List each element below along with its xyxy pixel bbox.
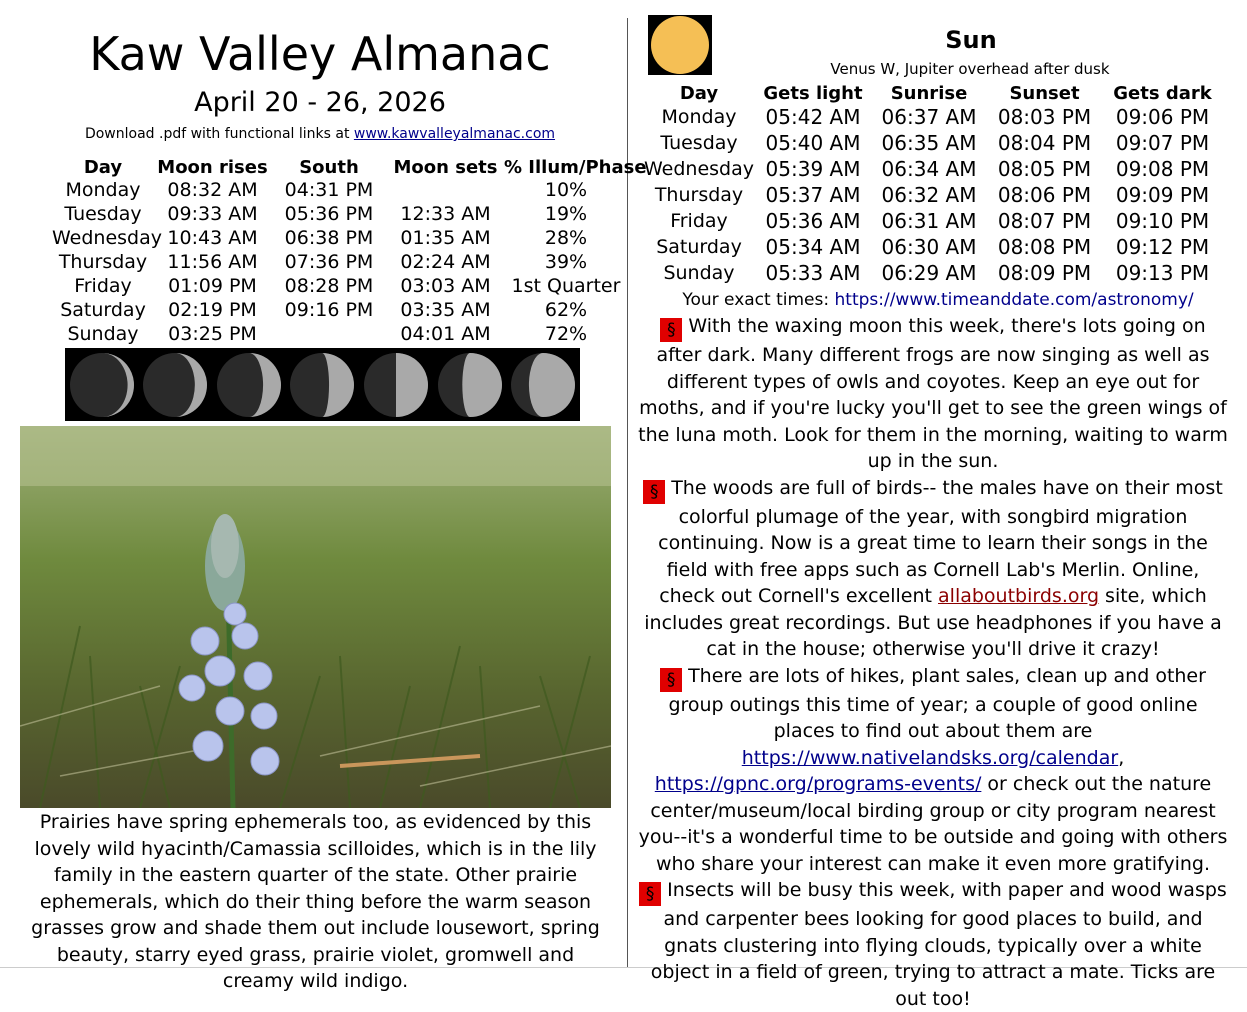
nativelands-link[interactable]: https://www.nativelandsks.org/calendar [741, 746, 1119, 769]
sun-gets-light: 05:42 AM [765, 105, 861, 129]
sun-sunset: 08:06 PM [997, 183, 1092, 207]
moon-rise: 08:32 AM [167, 179, 258, 201]
sun-day: Wednesday [643, 158, 754, 180]
sun-subtitle: Venus W, Jupiter overhead after dusk [830, 60, 1110, 78]
moon-header-rises: Moon rises [157, 157, 268, 178]
moon-rise: 10:43 AM [167, 227, 258, 249]
sun-sunset: 08:09 PM [997, 261, 1092, 285]
moon-day: Friday [74, 275, 132, 297]
sun-day: Thursday [654, 184, 744, 206]
sun-day: Friday [670, 210, 728, 232]
sun-gets-dark: 09:06 PM [1115, 105, 1210, 129]
moon-day: Wednesday [52, 227, 163, 249]
sun-gets-dark: 09:13 PM [1115, 261, 1210, 285]
moon-row [52, 298, 628, 322]
moon-illum: 28% [544, 227, 588, 249]
moon-row [52, 250, 628, 274]
moon-phase-image [506, 348, 580, 421]
moon-illum: 62% [544, 299, 588, 321]
sun-header-sunrise: Sunrise [890, 83, 968, 104]
moon-south [271, 322, 387, 346]
section-marker: § [660, 318, 682, 342]
moon-phase-image [359, 348, 433, 421]
sun-row [643, 234, 1223, 260]
note-text: Insects will be busy this week, with paper and wood wasps and carpenter bees looking for good places to build, and gnats clustering into flying clouds, typically over a white object in a field of green, trying to attract a mate. Ticks are out too! [650, 879, 1227, 1010]
sun-sunset: 08:07 PM [997, 209, 1092, 233]
sun-sunset: 08:03 PM [997, 105, 1092, 129]
sun-gets-dark: 09:12 PM [1115, 235, 1210, 259]
moon-day: Monday [65, 179, 141, 201]
moon-header-day: Day [83, 157, 123, 178]
sun-sunrise: 06:34 AM [881, 157, 977, 181]
moon-phase-image [65, 348, 139, 421]
exact-times-prefix: Your exact times: [682, 290, 835, 310]
note-text: The woods are full of birds-- the males have on their most colorful plumage of the year, with songbird migration continuing. Now is a great time to learn their songs in the field with free apps such as Cornell Lab's Merlin. Online, check out Cornell's excellent [658, 476, 1223, 607]
sun-sunset: 08:08 PM [997, 235, 1092, 259]
moon-day: Sunday [67, 323, 139, 345]
moon-day: Thursday [58, 251, 148, 273]
moon-row [52, 322, 628, 346]
moon-south: 09:16 PM [284, 299, 374, 321]
sun-header-sunset: Sunset [1009, 83, 1080, 104]
allaboutbirds-link[interactable]: allaboutbirds.org [938, 585, 1100, 607]
sun-header-day: Day [679, 83, 719, 104]
sun-row [643, 260, 1223, 286]
sun-row [643, 182, 1223, 208]
sun-header-dark: Gets dark [1113, 83, 1212, 104]
sun-gets-light: 05:34 AM [765, 235, 861, 259]
photo-caption: Prairies have spring ephemerals too, as evidenced by this lovely wild hyacinth/Camassia scilloides, which is in the lily family in the eastern quarter of the state. Other prairie ephemerals, which do their thing before the warm season grasses grow and shade them out include lousewort, spring beauty, starry eyed grass, prairie violet, gromwell and creamy wild indigo. [31, 811, 600, 992]
sun-gets-light: 05:39 AM [765, 157, 861, 181]
sun-gets-dark: 09:10 PM [1115, 209, 1210, 233]
moon-row [52, 226, 628, 250]
moon-row [52, 202, 628, 226]
moon-illum: 19% [544, 203, 588, 225]
section-marker: § [643, 480, 665, 504]
sun-gets-dark: 09:08 PM [1115, 157, 1210, 181]
moon-set: 01:35 AM [400, 227, 491, 249]
date-range: April 20 - 26, 2026 [194, 87, 446, 118]
sun-title: Sun [945, 26, 997, 54]
sun-day: Monday [661, 106, 737, 128]
moon-illum: 10% [544, 179, 588, 201]
moon-set: 02:24 AM [400, 251, 491, 273]
moon-row [52, 274, 628, 298]
sun-gets-dark: 09:07 PM [1115, 131, 1210, 155]
sun-gets-light: 05:37 AM [765, 183, 861, 207]
moon-table-header [52, 152, 628, 178]
moon-south: 07:36 PM [284, 251, 374, 273]
sun-sunset: 08:04 PM [997, 131, 1092, 155]
section-marker: § [639, 882, 661, 906]
section-marker: § [660, 668, 682, 692]
sun-sunrise: 06:35 AM [881, 131, 977, 155]
moon-south: 05:36 PM [284, 203, 374, 225]
moon-illum: 39% [544, 251, 588, 273]
moon-set: 04:01 AM [400, 323, 491, 345]
sun-sunrise: 06:29 AM [881, 261, 977, 285]
sun-day: Sunday [663, 262, 735, 284]
sun-row [643, 104, 1223, 130]
moon-row [52, 178, 628, 202]
gpnc-link[interactable]: https://gpnc.org/programs-events/ [654, 773, 982, 795]
moon-phase-strip [65, 348, 580, 421]
sun-day: Tuesday [660, 132, 738, 154]
moon-rise: 01:09 PM [168, 275, 257, 297]
sun-gets-dark: 09:09 PM [1115, 183, 1210, 207]
note-paragraph [638, 475, 1228, 663]
moon-illum: 72% [544, 323, 588, 345]
moon-header-south: South [299, 157, 359, 178]
sun-row [643, 156, 1223, 182]
moon-south: 04:31 PM [284, 179, 374, 201]
moon-phase-image [139, 348, 213, 421]
sun-sunrise: 06:32 AM [881, 183, 977, 207]
moon-set: 03:35 AM [400, 299, 491, 321]
sun-table [643, 78, 1223, 286]
note-text: With the waxing moon this week, there's lots going on after dark. Many different frogs are now singing as well as different types of owls and coyotes. Keep an eye out for moths, and if you're lucky you'll get to see the green wings of the luna moth. Look for them in the morning, waiting to warm up in the sun. [638, 315, 1228, 472]
moon-south: 06:38 PM [284, 227, 374, 249]
note-paragraph [638, 877, 1228, 1012]
sun-sunrise: 06:30 AM [881, 235, 977, 259]
exact-times-line [638, 288, 1238, 312]
moon-header-sets: Moon sets [393, 157, 498, 178]
sun-sunset: 08:05 PM [997, 157, 1092, 181]
moon-south: 08:28 PM [284, 275, 374, 297]
timeanddate-link[interactable]: https://www.timeanddate.com/astronomy/ [834, 290, 1194, 310]
moon-rise: 09:33 AM [167, 203, 258, 225]
moon-phase-image [212, 348, 286, 421]
sun-icon [648, 15, 712, 75]
moon-set: 03:03 AM [400, 275, 491, 297]
sun-table-header [643, 78, 1223, 104]
moon-illum: 1st Quarter [511, 275, 621, 297]
moon-header-phase: % Illum/Phase [504, 157, 647, 178]
note-text: There are lots of hikes, plant sales, clean up and other group outings this time of year; a couple of good online places to find out about them are [668, 664, 1206, 742]
moon-set [387, 178, 504, 202]
page-title: Kaw Valley Almanac [89, 27, 551, 81]
weekly-notes [638, 313, 1228, 1012]
note-paragraph [638, 313, 1228, 475]
moon-rise: 02:19 PM [168, 299, 257, 321]
moon-phase-image [433, 348, 507, 421]
note-text: , [1118, 746, 1125, 769]
website-link[interactable]: www.kawvalleyalmanac.com [353, 126, 556, 142]
sun-sunrise: 06:31 AM [881, 209, 977, 233]
sun-row [643, 130, 1223, 156]
sun-day: Saturday [656, 236, 742, 258]
note-paragraph [638, 663, 1228, 878]
note-text: site, which includes great recordings. But use headphones if you have a cat in the house; otherwise you'll drive it crazy! [644, 585, 1222, 660]
sun-row [643, 208, 1223, 234]
moon-day: Tuesday [64, 203, 142, 225]
moon-table [52, 152, 647, 346]
sun-sunrise: 06:37 AM [881, 105, 977, 129]
sun-header-light: Gets light [763, 83, 863, 104]
sun-gets-light: 05:36 AM [765, 209, 861, 233]
note-text: or check out the nature center/museum/local birding group or city program nearest you--it's a wonderful time to be outside and going with others who share your interest can make it even more gratifying. [638, 773, 1228, 875]
sun-gets-light: 05:33 AM [765, 261, 861, 285]
download-prefix: Download .pdf with functional links at [84, 126, 354, 142]
moon-rise: 11:56 AM [167, 251, 258, 273]
download-note [20, 124, 620, 144]
moon-rise: 03:25 PM [168, 323, 257, 345]
moon-day: Saturday [60, 299, 146, 321]
moon-phase-image [286, 348, 360, 421]
wild-hyacinth-photo [20, 426, 611, 808]
sun-gets-light: 05:40 AM [765, 131, 861, 155]
moon-set: 12:33 AM [400, 203, 491, 225]
